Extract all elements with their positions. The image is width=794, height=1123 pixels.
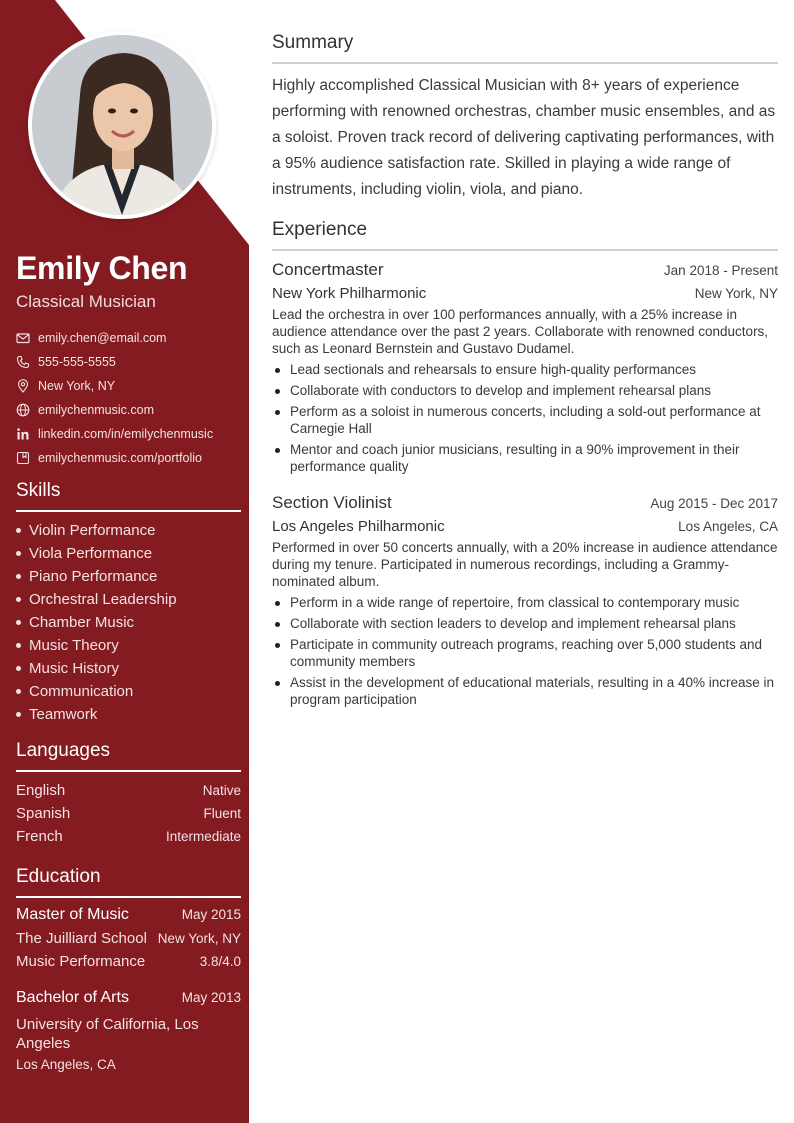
skill-item: Piano Performance (16, 565, 177, 588)
contact-phone-text: 555-555-5555 (38, 355, 116, 369)
degree: Master of Music (16, 906, 129, 923)
field-of-study: Music Performance (16, 953, 146, 970)
bullet-dot-icon (275, 410, 280, 415)
job-description: Performed in over 50 concerts annually, with a 20% increase in audience attendance during my tenure. Participated in numerous recordings, including a Grammy-nominated album. (272, 540, 778, 589)
skill-item: Communication (16, 680, 177, 703)
contact-list (16, 326, 242, 470)
job-bullets (272, 361, 778, 475)
job-bullets (272, 594, 778, 708)
skill-item: Violin Performance (16, 519, 177, 542)
bullet-dot-icon (275, 681, 280, 686)
profile-photo-frame (28, 31, 216, 219)
bullet-dot-icon (275, 601, 280, 606)
bullet-dot-icon (16, 620, 21, 625)
languages-heading: Languages (16, 740, 241, 772)
language-row: English Native (16, 782, 241, 799)
contact-location (16, 374, 242, 398)
gpa: 3.8/4.0 (199, 954, 241, 969)
list-item: Assist in the development of educational materials, resulting in a 40% increase in program participation (272, 674, 778, 708)
job-role: Section Violinist (272, 493, 392, 512)
list-item: Lead sectionals and rehearsals to ensure high-quality performances (272, 361, 778, 378)
job-entry (272, 493, 778, 712)
summary-text: Highly accomplished Classical Musician with 8+ years of experience performing with renowned orchestras, chamber music ensembles, and as a soloist. Proven track record of delivering captivating performances, with a 95% audience satisfaction rate. Skilled in playing a wide range of instruments, including violin, viola, and piano. (272, 77, 776, 198)
school-location: Los Angeles, CA (16, 1057, 116, 1072)
job-description: Lead the orchestra in over 100 performances annually, with a 25% increase in audience attendance over the past 2 years. Collaborate with renowned conductors, such as Leonard Bernstein and Gustavo Dudamel. (272, 307, 769, 356)
school: University of California, Los Angeles (16, 1016, 199, 1052)
languages-list (16, 779, 241, 848)
bullet-dot-icon (275, 389, 280, 394)
summary-heading: Summary (272, 32, 778, 64)
linkedin-icon (16, 427, 30, 441)
education-item (16, 989, 241, 1072)
list-item: Participate in community outreach programs, reaching over 5,000 students and community members (272, 636, 778, 670)
bullet-dot-icon (275, 643, 280, 648)
contact-website-text: emilychenmusic.com (38, 403, 155, 417)
job-role: Concertmaster (272, 260, 384, 279)
list-item: Perform as a soloist in numerous concerts, including a sold-out performance at Carnegie Hall (272, 403, 778, 437)
skill-item: Teamwork (16, 703, 177, 726)
skill-item: Orchestral Leadership (16, 588, 177, 611)
job-dates: Aug 2015 - Dec 2017 (650, 496, 778, 511)
job-org: New York Philharmonic (272, 285, 427, 302)
contact-portfolio[interactable] (16, 446, 242, 470)
experience-heading: Experience (272, 219, 778, 251)
bullet-dot-icon (16, 528, 21, 533)
list-item: Collaborate with conductors to develop and implement rehearsal plans (272, 382, 778, 399)
contact-portfolio-text: emilychenmusic.com/portfolio (38, 451, 202, 465)
portfolio-icon (16, 451, 30, 465)
globe-icon (16, 403, 30, 417)
job-org: Los Angeles Philharmonic (272, 518, 445, 535)
bullet-dot-icon (16, 643, 21, 648)
bullet-dot-icon (275, 368, 280, 373)
profile-photo (32, 35, 212, 215)
list-item: Collaborate with section leaders to develop and implement rehearsal plans (272, 615, 778, 632)
contact-email[interactable] (16, 326, 242, 350)
language-row: Spanish Fluent (16, 805, 241, 822)
bullet-dot-icon (16, 574, 21, 579)
job-location: Los Angeles, CA (678, 519, 778, 534)
school: The Juilliard School (16, 930, 147, 947)
contact-phone[interactable] (16, 350, 242, 374)
mail-icon (16, 331, 30, 345)
contact-linkedin[interactable] (16, 422, 242, 446)
education-item (16, 906, 241, 976)
contact-email-text: emily.chen@email.com (38, 331, 167, 345)
candidate-name: Emily Chen (16, 250, 188, 286)
contact-linkedin-text: linkedin.com/in/emilychenmusic (38, 427, 214, 441)
job-entry (272, 260, 778, 479)
skill-item: Chamber Music (16, 611, 177, 634)
language-row: French Intermediate (16, 828, 241, 845)
education-heading: Education (16, 866, 241, 898)
list-item: Perform in a wide range of repertoire, from classical to contemporary music (272, 594, 778, 611)
bullet-dot-icon (275, 448, 280, 453)
bullet-dot-icon (275, 622, 280, 627)
location-pin-icon (16, 379, 30, 393)
job-dates: Jan 2018 - Present (663, 263, 778, 278)
phone-icon (16, 355, 30, 369)
bullet-dot-icon (16, 551, 21, 556)
degree-date: May 2013 (181, 990, 241, 1005)
bullet-dot-icon (16, 712, 21, 717)
contact-location-text: New York, NY (38, 379, 116, 393)
contact-website[interactable] (16, 398, 242, 422)
skill-item: Music Theory (16, 634, 177, 657)
skills-list (16, 519, 177, 726)
bullet-dot-icon (16, 666, 21, 671)
degree: Bachelor of Arts (16, 989, 129, 1006)
bullet-dot-icon (16, 689, 21, 694)
bullet-dot-icon (16, 597, 21, 602)
school-location: New York, NY (157, 931, 241, 946)
skill-item: Music History (16, 657, 177, 680)
job-location: New York, NY (694, 286, 778, 301)
candidate-title: Classical Musician (16, 292, 156, 311)
degree-date: May 2015 (181, 907, 241, 922)
skills-heading: Skills (16, 480, 241, 512)
skill-item: Viola Performance (16, 542, 177, 565)
list-item: Mentor and coach junior musicians, resulting in a 90% improvement in their performance quality (272, 441, 778, 475)
